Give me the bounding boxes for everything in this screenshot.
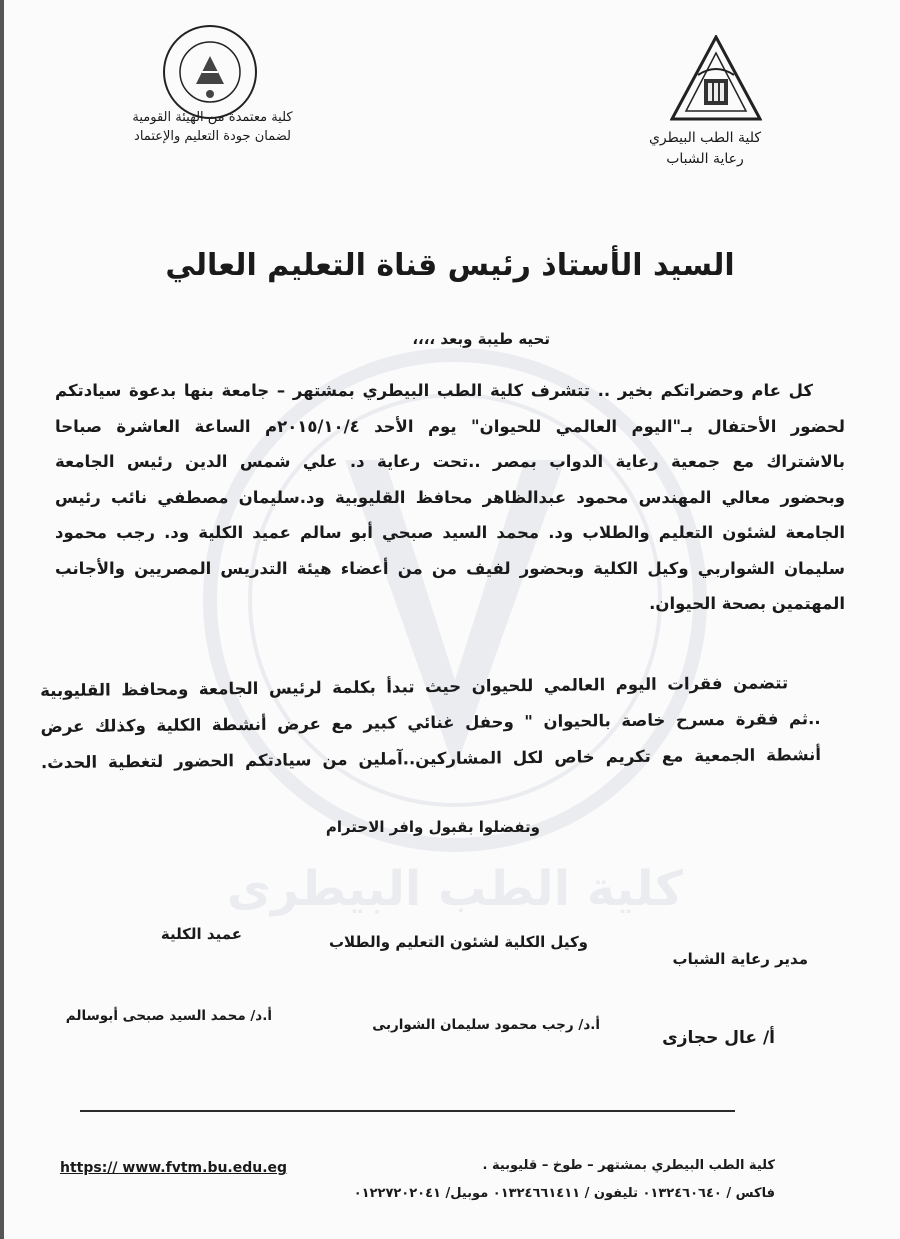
youth-director-name: أ/ عال حجازى — [662, 1028, 775, 1048]
body-line: المهتمين بصحة الحيوان. — [649, 594, 845, 613]
dean-title: عميد الكلية — [160, 925, 242, 943]
footer-divider — [80, 1110, 735, 1112]
letter-title: السيد الأستاذ رئيس قناة التعليم العالي — [165, 248, 735, 283]
header-department: رعاية الشباب — [666, 151, 744, 167]
body-line: كل عام وحضراتكم بخير .. تتشرف كلية الطب البيطري بمشتهر – جامعة بنها بدعوة سيادتكم — [55, 381, 813, 400]
watermark-text: كلية الطب البيطرى — [227, 861, 683, 917]
header-right — [640, 128, 770, 170]
website-link[interactable]: https:// www.fvtm.bu.edu.eg — [60, 1160, 288, 1176]
body-line: الجامعة لشئون التعليم والطلاب ود. محمد السيد صبحي أبو سالم عميد الكلية ود. رجب محمود — [55, 523, 845, 542]
body-line: لحضور الأحتفال بـ"اليوم العالمي للحيوان" يوم الأحد ٢٠١٥/١٠/٤م الساعة العاشرة صباحا — [55, 416, 845, 436]
greeting: تحيه طيبة وبعد ،،،، — [412, 330, 550, 348]
naqaae-seal — [160, 22, 260, 122]
body-line: بالاشتراك مع جمعية رعاية الدواب بمصر ..تحت رعاية د. علي شمس الدين رئيس الجامعة — [55, 452, 845, 471]
dean-name: أ.د/ محمد السيد صبحى أبوسالم — [65, 1008, 272, 1024]
vice-dean-name: أ.د/ رجب محمود سليمان الشواربى — [372, 1017, 600, 1033]
benha-university-logo — [670, 35, 762, 125]
body-line: ..ثم فقرة مسرح خاصة بالحيوان " وحفل غنائي كبير مع عرض أنشطة الكلية وكذلك عرض — [40, 708, 821, 737]
accreditation-line-1: كلية معتمدة من الهيئة القومية — [132, 110, 293, 125]
closing-line: وتفضلوا بقبول وافر الاحترام — [325, 818, 540, 836]
youth-director-title: مدير رعاية الشباب — [672, 950, 808, 968]
header-faculty-name: كلية الطب البيطري — [648, 130, 762, 146]
vice-dean-title: وكيل الكلية لشئون التعليم والطلاب — [328, 933, 588, 951]
scan-edge — [0, 0, 4, 1239]
footer-address: كلية الطب البيطري بمشتهر – طوخ – قليوبية . — [482, 1158, 775, 1173]
accreditation-line-2: لضمان جودة التعليم والإعتماد — [134, 129, 291, 144]
body-paragraph-2 — [40, 665, 821, 781]
body-line: أنشطة الجمعية مع تكريم خاص لكل المشاركين..آملين من سيادتكم الحضور لتغطية الحدث. — [40, 744, 822, 773]
body-line: سليمان الشواربي وكيل الكلية وبحضور لفيف من من أعضاء هيئة التدريس المصريين والأجانب — [55, 558, 845, 578]
header-left — [110, 108, 315, 146]
footer-contacts: فاكس / ٠١٣٢٤٦٠٦٤٠ تليفون / ٠١٣٢٤٦٦١٤١١ موبيل/ ٠١٢٢٧٢٠٢٠٤١ — [353, 1186, 775, 1201]
body-line: وبحضور معالي المهندس محمود عبدالظاهر محافظ القليوبية ود.سليمان مصطفي نائب رئيس — [55, 487, 845, 507]
body-line: تتضمن فقرات اليوم العالمي للحيوان حيث تبدأ بكلمة لرئيس الجامعة ومحافظ القليوبية — [40, 673, 789, 701]
body-paragraph-1 — [55, 373, 845, 622]
